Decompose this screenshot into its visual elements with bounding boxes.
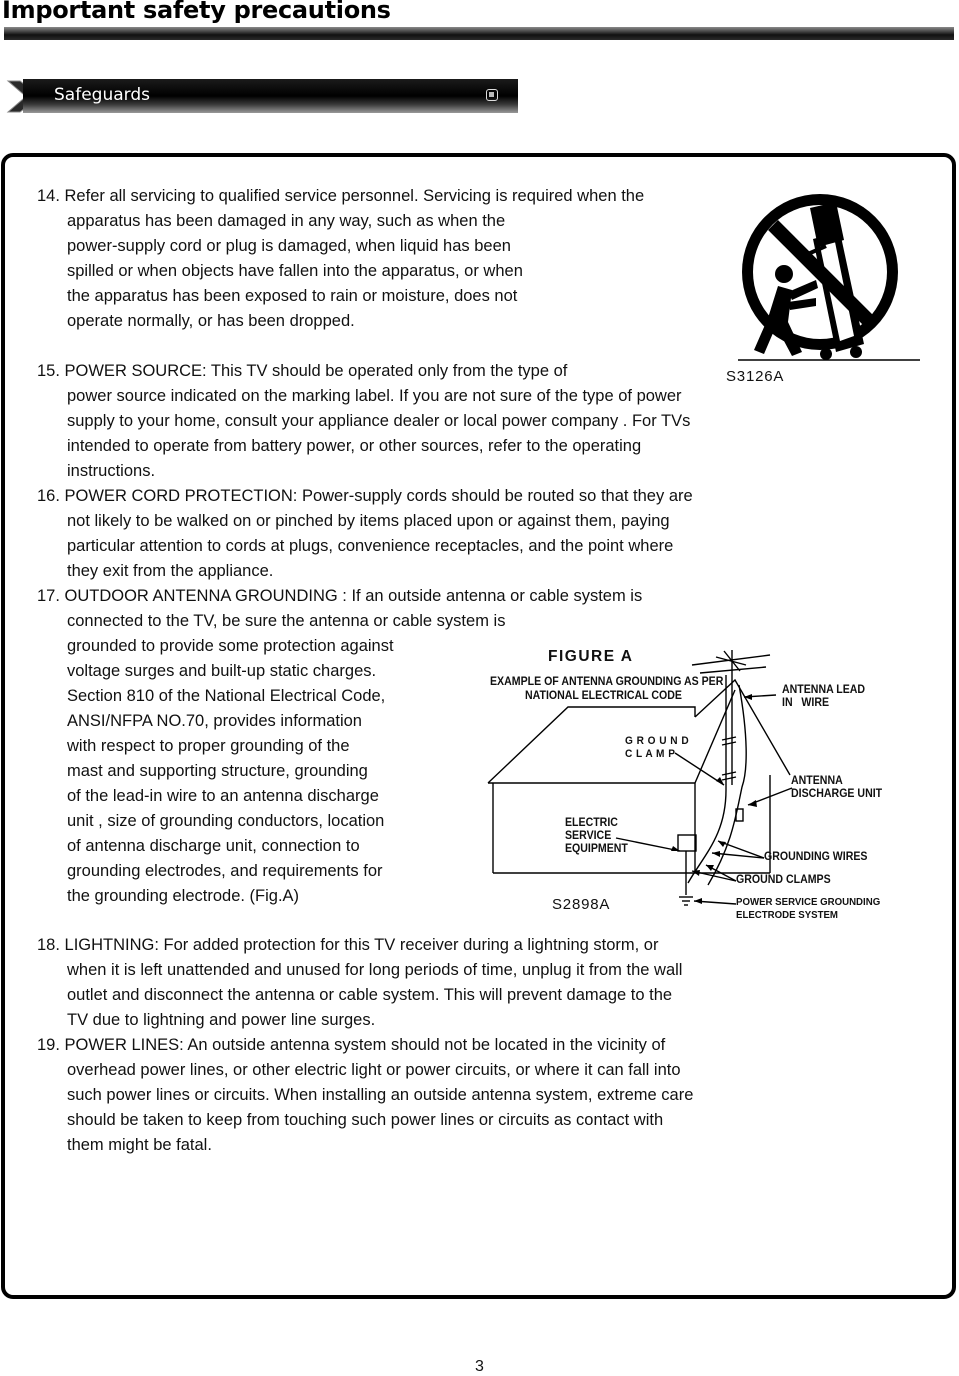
- ground-clamps-label: GROUND CLAMPS: [736, 874, 831, 886]
- text-line: unit , size of grounding conductors, location: [67, 812, 385, 830]
- text-line: 17. OUTDOOR ANTENNA GROUNDING : If an outside antenna or cable system is: [37, 587, 643, 605]
- text-line: of the lead-in wire to an antenna discharge: [67, 787, 379, 805]
- no-cart-tipping-icon: [718, 194, 923, 369]
- section-header: [6, 78, 512, 115]
- text-line: with respect to proper grounding of the: [67, 737, 350, 755]
- page-title: Important safety precautions: [2, 0, 391, 24]
- text-line: power source indicated on the marking label. If you are not sure of the type of power: [67, 387, 682, 405]
- page-number: 3: [475, 1358, 484, 1375]
- text-line: ANSI/NFPA NO.70, provides information: [67, 712, 362, 730]
- text-line: should be taken to keep from touching such power lines or circuits as contact with: [67, 1111, 664, 1129]
- antenna-discharge-label: ANTENNA DISCHARGE UNIT: [791, 775, 883, 800]
- figure-subtitle: EXAMPLE OF ANTENNA GROUNDING AS PER: [490, 676, 724, 688]
- section-title: Safeguards: [54, 85, 150, 105]
- text-line: power-supply cord or plug is damaged, when liquid has been: [67, 237, 511, 255]
- text-line: intended to operate from battery power, or other sources, refer to the operating: [67, 437, 642, 455]
- square-icon: [486, 89, 498, 101]
- text-line: not likely to be walked on or pinched by items placed upon or against them, paying: [67, 512, 670, 530]
- text-line: 15. POWER SOURCE: This TV should be operated only from the type of: [37, 362, 568, 380]
- text-line: 19. POWER LINES: An outside antenna system should not be located in the vicinity of: [37, 1036, 666, 1054]
- text-line: them might be fatal.: [67, 1136, 212, 1154]
- text-line: Section 810 of the National Electrical Code,: [67, 687, 386, 705]
- text-line: such power lines or circuits. When installing an outside antenna system, extreme care: [67, 1086, 694, 1104]
- text-line: particular attention to cords at plugs, convenience receptacles, and the point where: [67, 537, 674, 555]
- text-line: of antenna discharge unit, connection to: [67, 837, 360, 855]
- cart-warning-code: S3126A: [726, 368, 785, 385]
- text-line: apparatus has been damaged in any way, such as when the: [67, 212, 506, 230]
- text-line: supply to your home, consult your appliance dealer or local power company . For TVs: [67, 412, 691, 430]
- electric-service-label: ELECTRIC SERVICE EQUIPMENT: [565, 817, 628, 855]
- text-line: 14. Refer all servicing to qualified service personnel. Servicing is required when the: [37, 187, 645, 205]
- text-line: grounding electrodes, and requirements for: [67, 862, 383, 880]
- text-line: TV due to lightning and power line surges.: [67, 1011, 376, 1029]
- text-line: instructions.: [67, 462, 156, 480]
- text-line: operate normally, or has been dropped.: [67, 312, 355, 330]
- figure-title: FIGURE A: [548, 648, 634, 665]
- text-line: grounded to provide some protection against: [67, 637, 394, 655]
- text-line: overhead power lines, or other electric light or power circuits, or where it can fall into: [67, 1061, 681, 1079]
- text-line: outlet and disconnect the antenna or cable system. This will prevent damage to the: [67, 986, 673, 1004]
- text-line: voltage surges and built-up static charges.: [67, 662, 377, 680]
- figure-a: [480, 645, 920, 930]
- text-line: they exit from the appliance.: [67, 562, 274, 580]
- power-service-grounding-label: POWER SERVICE GROUNDING ELECTRODE SYSTEM: [736, 896, 881, 921]
- figure-code: S2898A: [552, 896, 611, 913]
- text-line: the apparatus has been exposed to rain or moisture, does not: [67, 287, 518, 305]
- figure-subtitle: NATIONAL ELECTRICAL CODE: [525, 690, 682, 702]
- text-line: mast and supporting structure, grounding: [67, 762, 368, 780]
- title-underline-bar: [4, 27, 954, 40]
- ground-clamp-label: G R O U N D C L A M P: [625, 735, 690, 760]
- grounding-wires-label: GROUNDING WIRES: [764, 851, 868, 863]
- text-line: when it is left unattended and unused for long periods of time, unplug it from the wall: [67, 961, 683, 979]
- text-line: 16. POWER CORD PROTECTION: Power-supply cords should be routed so that they are: [37, 487, 693, 505]
- text-line: connected to the TV, be sure the antenna or cable system is: [67, 612, 506, 630]
- text-line: the grounding electrode. (Fig.A): [67, 887, 300, 905]
- text-line: spilled or when objects have fallen into the apparatus, or when: [67, 262, 523, 280]
- antenna-lead-label: ANTENNA LEAD IN WIRE: [782, 684, 866, 709]
- text-line: 18. LIGHTNING: For added protection for this TV receiver during a lightning storm, or: [37, 936, 659, 954]
